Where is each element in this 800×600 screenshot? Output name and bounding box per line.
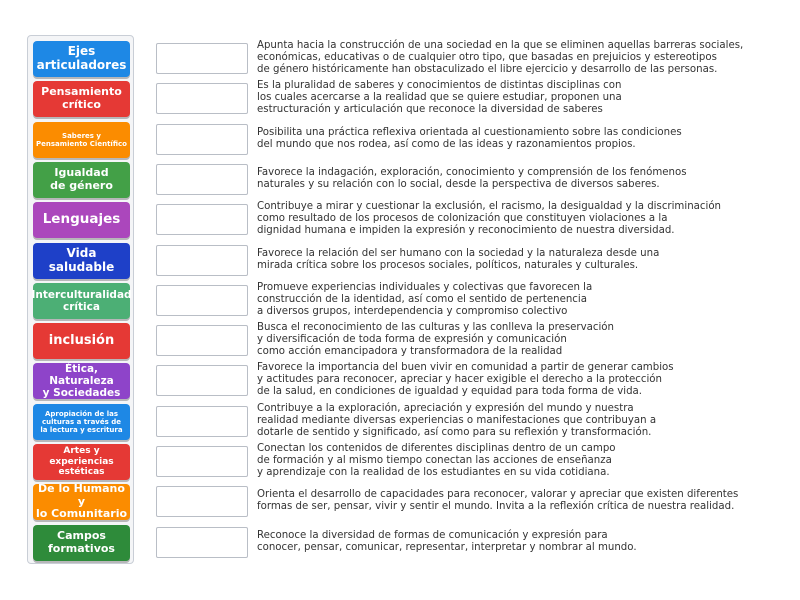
draggable-tile[interactable]: Igualdad de género <box>33 162 130 198</box>
answer-slot[interactable] <box>156 285 248 316</box>
answer-slot[interactable] <box>156 527 248 558</box>
answer-slot[interactable] <box>156 446 248 477</box>
answer-slot[interactable] <box>156 325 248 356</box>
draggable-tile[interactable]: Campos formativos <box>33 525 130 561</box>
answer-slot[interactable] <box>156 406 248 437</box>
definition-text: Orienta el desarrollo de capacidades para reconocer, valorar y apreciar que existen diferentes formas de ser, pensar, vivir y sentir el mundo. Invita a la reflexión crítica de nuestra realidad. <box>257 489 739 513</box>
definition-text: Busca el reconocimiento de las culturas y las conlleva la preservación y diversificación de toda forma de expresión y comunicación como acción emancipadora y transformadora de la realidad <box>257 322 614 358</box>
definition-text: Favorece la indagación, exploración, conocimiento y comprensión de los fenómenos naturales y su relación con lo social, desde la perspectiva de diversos saberes. <box>257 167 687 191</box>
draggable-tile[interactable]: Lenguajes <box>33 202 130 238</box>
draggable-tile[interactable]: Vida saludable <box>33 243 130 279</box>
definition-text: Favorece la importancia del buen vivir en comunidad a partir de generar cambios y actitudes para reconocer, apreciar y hacer exigible el derecho a la protección de la salud, en condiciones de igualdad y equidad para toda forma de vida. <box>257 362 674 398</box>
draggable-tile[interactable]: Interculturalidad crítica <box>33 283 130 319</box>
definition-text: Es la pluralidad de saberes y conocimientos de distintas disciplinas con los cuales acercarse a la realidad que se quiere estudiar, proponen una estructuración y articulación que reconoce la diversidad de saberes <box>257 80 622 116</box>
answer-slot[interactable] <box>156 83 248 114</box>
definition-text: Conectan los contenidos de diferentes disciplinas dentro de un campo de formación y al mismo tiempo conectan las acciones de enseñanza y aprendizaje con la realidad de los estudiantes en su vida cotidiana. <box>257 443 616 479</box>
draggable-tile[interactable]: Saberes y Pensamiento Científico <box>33 122 130 158</box>
definition-text: Favorece la relación del ser humano con la sociedad y la naturaleza desde una mirada crítica sobre los procesos sociales, políticos, naturales y culturales. <box>257 248 660 272</box>
answer-slot[interactable] <box>156 365 248 396</box>
draggable-tile[interactable]: Apropiación de las culturas a través de la lectura y escritura <box>33 404 130 440</box>
definition-text: Posibilita una práctica reflexiva orientada al cuestionamiento sobre las condiciones del mundo que nos rodea, así como de las ideas y razonamientos propios. <box>257 127 682 151</box>
draggable-tile[interactable]: Ejes articuladores <box>33 41 130 77</box>
draggable-tile[interactable]: De lo Humano y lo Comunitario <box>33 484 130 520</box>
definition-text: Reconoce la diversidad de formas de comunicación y expresión para conocer, pensar, comunicar, representar, interpretar y nombrar al mundo. <box>257 530 637 554</box>
definition-text: Contribuye a la exploración, apreciación y expresión del mundo y nuestra realidad mediante diversas experiencias o manifestaciones que contribuyan a dotarle de sentido y significado, así como para su reflexión y transformación. <box>257 403 657 439</box>
definition-text: Promueve experiencias individuales y colectivas que favorecen la construcción de la identidad, así como el sentido de pertenencia a diversos grupos, interdependencia y compromiso colectivo <box>257 282 593 318</box>
answer-slot[interactable] <box>156 43 248 74</box>
definition-text: Contribuye a mirar y cuestionar la exclusión, el racismo, la desigualdad y la discriminación como resultado de los procesos de colonización que constituyen violaciones a la dignidad humana e impiden la expresión y reconocimiento de nuestra diversidad. <box>257 201 722 237</box>
answer-slot[interactable] <box>156 164 248 195</box>
answer-slot[interactable] <box>156 204 248 235</box>
draggable-tile[interactable]: Pensamiento crítico <box>33 81 130 117</box>
answer-slot[interactable] <box>156 124 248 155</box>
draggable-tile[interactable]: Artes y experiencias estéticas <box>33 444 130 480</box>
definition-text: Apunta hacia la construcción de una sociedad en la que se eliminen aquellas barreras sociales, económicas, educativas o de cualquier otro tipo, que basadas en prejuicios y estereotipos de género históricamente han obstaculizado el libre ejercicio y desarrollo de las personas. <box>257 40 744 76</box>
draggable-tile[interactable]: Ética, Naturaleza y Sociedades <box>33 363 130 399</box>
answer-slot[interactable] <box>156 486 248 517</box>
answer-slot[interactable] <box>156 245 248 276</box>
draggable-tile[interactable]: inclusión <box>33 323 130 359</box>
